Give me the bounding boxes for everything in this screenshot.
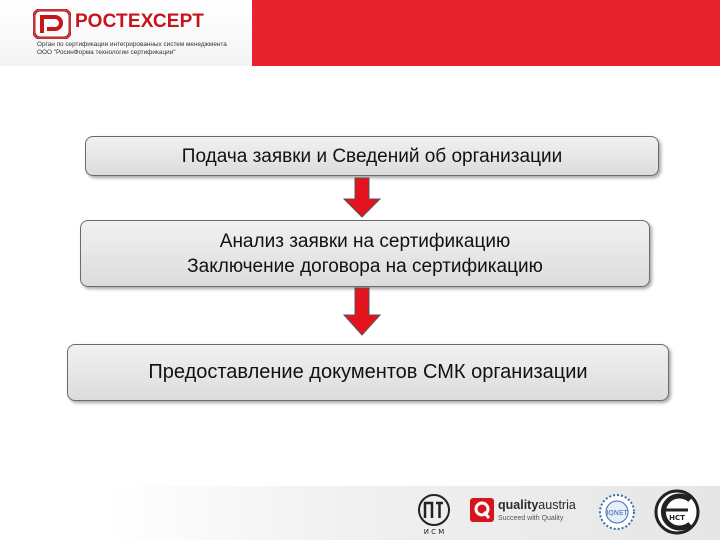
step-text: Подача заявки и Сведений об организации — [181, 145, 563, 167]
qa-tagline: Succeed with Quality — [498, 515, 564, 522]
brand-subtitle-line1: Орган по сертификации интегрированных систем менеджмента — [37, 41, 227, 48]
qa-brand-bold: quality — [498, 498, 539, 512]
pct-label: И С М — [423, 528, 445, 536]
iqnet-label: IQNET — [606, 509, 628, 517]
header-logo-panel — [0, 0, 252, 66]
certification-mark-icon — [652, 488, 702, 541]
down-arrow-icon — [342, 287, 382, 337]
step-analysis-contract — [80, 220, 650, 287]
qa-brand-light: austria — [538, 498, 576, 512]
brand-subtitle — [37, 41, 227, 57]
qa-brand — [498, 498, 576, 512]
pct-mark-icon — [414, 492, 454, 541]
step-submit-application — [85, 136, 659, 176]
header-red-band — [252, 0, 720, 66]
step-text-line1: Анализ заявки на сертификацию — [219, 230, 511, 252]
fcert-label: НСТ — [669, 514, 685, 522]
header — [0, 0, 720, 66]
step-provide-documents — [67, 344, 669, 401]
step-text: Предоставление документов СМК организации — [148, 361, 588, 383]
down-arrow-icon — [342, 177, 382, 219]
iqnet-logo-icon — [597, 492, 637, 537]
rostexcert-logo-icon — [33, 9, 71, 39]
brand-subtitle-line2: ООО "РосинФорма технологии сертификации" — [37, 49, 176, 56]
step-text-line2: Заключение договора на сертификацию — [187, 255, 543, 277]
rostexcert-logo — [33, 9, 253, 63]
brand-name: РОСТЕХСЕРТ — [75, 11, 205, 32]
quality-austria-logo — [470, 490, 590, 530]
quality-austria-logo-icon — [470, 498, 494, 522]
